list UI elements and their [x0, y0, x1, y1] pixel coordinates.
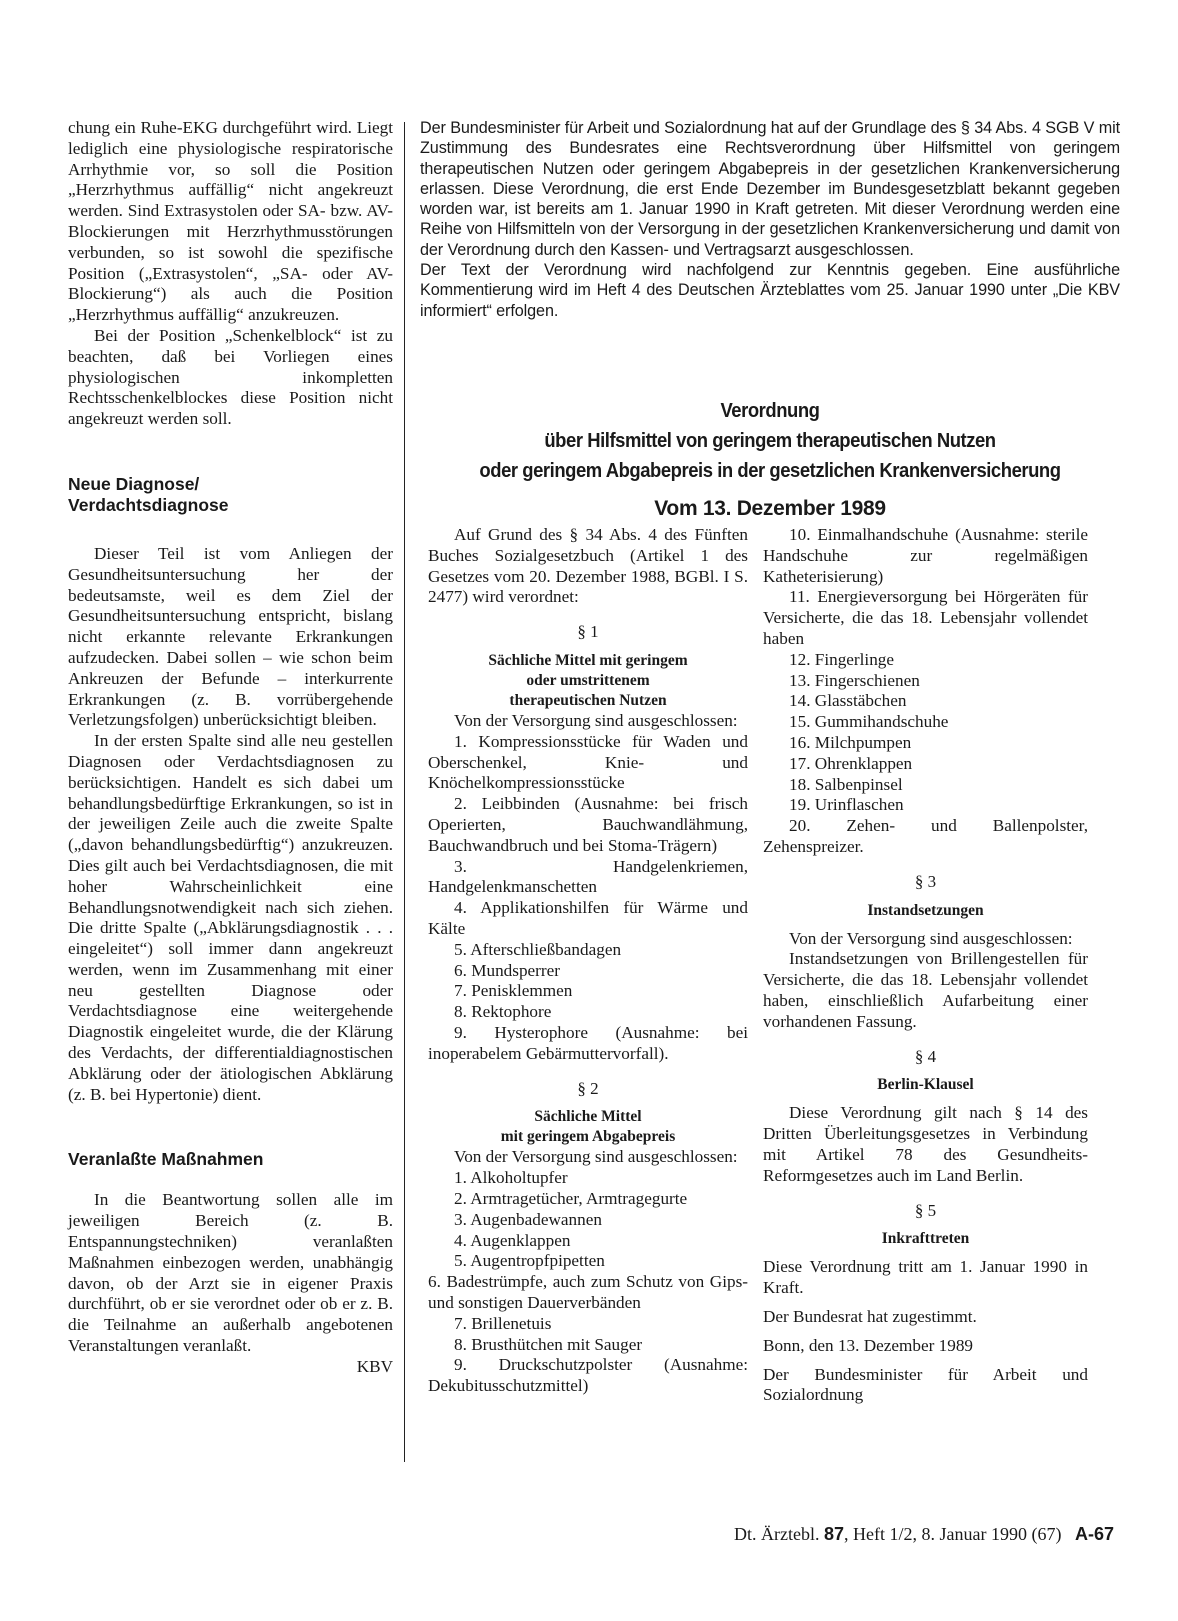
signature: KBV	[356, 1356, 393, 1376]
list-item: 2. Leibbinden (Ausnahme: bei frisch Operierten, Bauchwandlähmung, Bauchwandbruch und bei Stoma-Trägern)	[428, 794, 748, 855]
column-divider	[404, 122, 405, 1462]
section-number: § 4	[914, 1046, 937, 1066]
list-item: 4. Applikationshilfen für Wärme und Kälte	[428, 898, 748, 938]
section-number: § 2	[577, 1078, 599, 1098]
list-item: 9. Druckschutzpolster (Ausnahme: Dekubitusschutzmittel)	[428, 1355, 748, 1396]
list-item: 6. Badestrümpfe, auch zum Schutz von Gips- und sonstigen Dauerverbänden	[428, 1272, 748, 1312]
list-item: 3. Handgelenkriemen, Handgelenkmanschetten	[428, 856, 748, 897]
section-title	[428, 651, 748, 711]
list-item: 15. Gummihandschuhe	[789, 712, 949, 732]
page-number: A-67	[1074, 1524, 1114, 1544]
list-item: 2. Armtragetücher, Armtragegurte	[454, 1188, 688, 1208]
section-heading	[68, 474, 393, 516]
section-number: § 1	[577, 622, 599, 642]
list-item: 1. Kompressionsstücke für Waden und Oberschenkel, Knie- und Knöchelkompressionsstücke	[428, 731, 748, 793]
section-number: § 5	[914, 1200, 937, 1220]
list-item: 18. Salbenpinsel	[789, 774, 903, 794]
list-item: 8. Rektophore	[454, 1002, 552, 1022]
list-item: 1. Alkoholtupfer	[454, 1168, 568, 1188]
list-item: 5. Augentropfpipetten	[454, 1251, 605, 1271]
page-footer	[734, 1523, 1114, 1545]
paragraph: Dieser Teil ist vom Anliegen der Gesundheitsuntersuchung her der bedeutsamste, weil es dem Ziel der Gesundheitsuntersuchung entspricht, bislang nicht erkannte relevante Erkrankungen aufzudecken. Dabei sollen – wie schon beim Ankreuzen der Befunde – interkurrente Erkrankungen (z. B. vorrübergehende Verletzungsfolgen) unberücksichtigt bleiben.	[68, 543, 393, 730]
heading-line: Neue Diagnose/	[68, 473, 200, 494]
title-line: Verordnung	[720, 399, 820, 422]
section-title	[428, 1107, 748, 1147]
closing-line: Der Bundesrat hat zugestimmt.	[763, 1306, 977, 1326]
paragraph: In der ersten Spalte sind alle neu gestellen Diagnosen oder Verdachtsdiagnosen zu berücksichtigen. Handelt es sich dabei um behandlungsbedürftige Erkrankungen, so ist in der jeweiligen Zeile auch die zweite Spalte („davon behandlungsbedürftig“) anzukreuzen. Dies gilt auch bei Verdachtsdiagnosen, die mit hoher Wahrscheinlichkeit eine Behandlungsnotwendigkeit nach sich ziehen. Die dritte Spalte („Abklärungsdiagnostik . . . eingeleitet“) soll immer dann angekreuzt werden, wenn im Zusammenhang mit einer neu gestellten Diagnose oder Verdachtsdiagnose eine weitergehende Diagnostik eingeleitet wurde, die der Klärung des Verdachts, der differentialdiagnostischen Abklärung oder der ätiologischen Abklärung (z. B. bei Hypertonie) dient.	[68, 731, 393, 1104]
section-text: Diese Verordnung gilt nach § 14 des Dritten Überleitungsgesetzes in Verbindung mit Artikel 78 des Gesundheits-Reformgesetzes auch im Land Berlin.	[763, 1103, 1088, 1185]
section-lead: Von der Versorgung sind ausgeschlossen:	[789, 928, 1073, 948]
intro-paragraph: Der Bundesminister für Arbeit und Sozialordnung hat auf der Grundlage des § 34 Abs. 4 SGB V mit Zustimmung des Bundesrates eine Rechtsverordnung über Hilfsmittel von geringem therapeutischen Nutzen oder geringem Abgabepreis in der gesetzlichen Krankenversicherung erlassen. Diese Verordnung, die erst Ende Dezember im Bundesgesetzblatt bekannt gegeben worden war, ist bereits am 1. Januar 1990 in Kraft getreten. Mit dieser Verordnung werden eine Reihe von Hilfsmitteln von der Versorgung in der gesetzlichen Krankenversicherung und damit von der Verordnung durch den Kassen- und Vertragsarzt ausgeschlossen.	[420, 119, 1120, 259]
section-title: Instandsetzungen	[867, 901, 984, 919]
list-item: 20. Zehen- und Ballenpolster, Zehenspreizer.	[763, 816, 1088, 856]
section-title: Berlin-Klausel	[877, 1076, 974, 1094]
section-number: § 3	[914, 871, 937, 891]
intro-paragraph: Der Text der Verordnung wird nachfolgend zur Kenntnis gegeben. Eine ausführliche Kommentierung wird im Heft 4 des Deutschen Ärzteblattes vom 25. Januar 1990 unter „Die KBV informiert“ erfolgen.	[420, 261, 1120, 320]
list-item: 4. Augenklappen	[454, 1230, 571, 1250]
section-heading: Veranlaßte Maßnahmen	[68, 1149, 264, 1170]
list-item: 8. Brusthütchen mit Sauger	[454, 1334, 643, 1354]
heading-line: Verdachtsdiagnose	[68, 494, 229, 515]
list-item: 12. Fingerlinge	[789, 649, 895, 669]
title-line: mit geringem Abgabepreis	[500, 1128, 676, 1146]
section-lead: Von der Versorgung sind ausgeschlossen:	[454, 710, 738, 730]
section-lead: Von der Versorgung sind ausgeschlossen:	[454, 1147, 738, 1167]
title-line: über Hilfsmittel von geringem therapeutischen Nutzen	[544, 429, 996, 452]
list-item: 11. Energieversorgung bei Hörgeräten für Versicherte, die das 18. Lebensjahr vollendet haben	[763, 587, 1088, 648]
closing-line: Der Bundesminister für Arbeit und Sozialordnung	[763, 1364, 1088, 1405]
list-item: 3. Augenbadewannen	[454, 1209, 602, 1229]
list-item: 9. Hysterophore (Ausnahme: bei inoperabelem Gebärmuttervorfall).	[428, 1022, 748, 1063]
list-item: 10. Einmalhandschuhe (Ausnahme: sterile Handschuhe zur regelmäßigen Katheterisierung)	[763, 525, 1088, 586]
volume-number: 87	[824, 1524, 845, 1544]
list-item: 19. Urinflaschen	[789, 795, 904, 815]
list-item: 7. Penisklemmen	[454, 981, 573, 1001]
issue-info: , Heft 1/2, 8. Januar 1990 (67)	[844, 1524, 1062, 1544]
list-item: 13. Fingerschienen	[789, 670, 920, 690]
journal-name: Dt. Ärztebl.	[734, 1524, 820, 1544]
regulation-title	[420, 396, 1120, 524]
list-item: 16. Milchpumpen	[789, 732, 912, 752]
paragraph: In die Beantwortung sollen alle im jeweiligen Bereich (z. B. Entspannungstechniken) veranlaßten Maßnahmen einbezogen werden, unabhängig davon, ob der Arzt sie in eigener Praxis durchführt, ob er sie verordnet oder ob er z. B. die Teilnahme an außerhalb angebotenen Veranstaltungen veranlaßt.	[68, 1190, 393, 1356]
left-column	[68, 118, 393, 1378]
list-item: 7. Brillenetuis	[454, 1313, 552, 1333]
title-line: oder umstrittenem	[526, 671, 650, 689]
list-item: 17. Ohrenklappen	[789, 753, 913, 773]
intro-block	[420, 118, 1120, 321]
section-text: Instandsetzungen von Brillengestellen für Versicherte, die das 18. Lebensjahr vollendet haben, einschließlich Aufarbeitung einer vorhandenen Fassung.	[763, 949, 1088, 1031]
list-item: 6. Mundsperrer	[454, 960, 560, 980]
list-item: 14. Glasstäbchen	[789, 691, 907, 711]
regulation-column-2	[763, 525, 1088, 1406]
title-line: Sächliche Mittel	[534, 1108, 642, 1126]
preamble: Auf Grund des § 34 Abs. 4 des Fünften Buches Sozialgesetzbuch (Artikel 1 des Gesetzes vom 20. Dezember 1988, BGBl. I S. 2477) wird verordnet:	[428, 525, 748, 607]
closing-line: Bonn, den 13. Dezember 1989	[763, 1335, 974, 1355]
title-line: Sächliche Mittel mit geringem	[488, 651, 688, 669]
section-title: Inkrafttreten	[881, 1230, 970, 1248]
paragraph: chung ein Ruhe-EKG durchgeführt wird. Liegt lediglich eine physiologische respiratorische Arrhythmie vor, so soll die Position „Herzrhythmus auffällig“ nicht angekreuzt werden. Sind Extrasystolen oder SA- bzw. AV-Blockierungen mit Herzrhythmusstörungen verbunden, so ist sowohl die spezifische Position („Extrasystolen“, „SA- oder AV-Blockierung“) als auch die Position „Herzrhythmus auffällig“ anzukreuzen.	[68, 118, 393, 325]
title-date: Vom 13. Dezember 1989	[654, 497, 886, 520]
section-text: Diese Verordnung tritt am 1. Januar 1990 in Kraft.	[763, 1257, 1088, 1298]
paragraph: Bei der Position „Schenkelblock“ ist zu beachten, daß bei Vorliegen eines physiologischen inkompletten Rechtsschenkelblockes diese Position nicht angekreuzt werden soll.	[68, 325, 393, 429]
regulation-column-1	[428, 525, 748, 1397]
list-item: 5. Afterschließbandagen	[454, 939, 622, 959]
title-line: therapeutischen Nutzen	[509, 691, 667, 709]
title-line: oder geringem Abgabepreis in der gesetzlichen Krankenversicherung	[479, 459, 1061, 482]
